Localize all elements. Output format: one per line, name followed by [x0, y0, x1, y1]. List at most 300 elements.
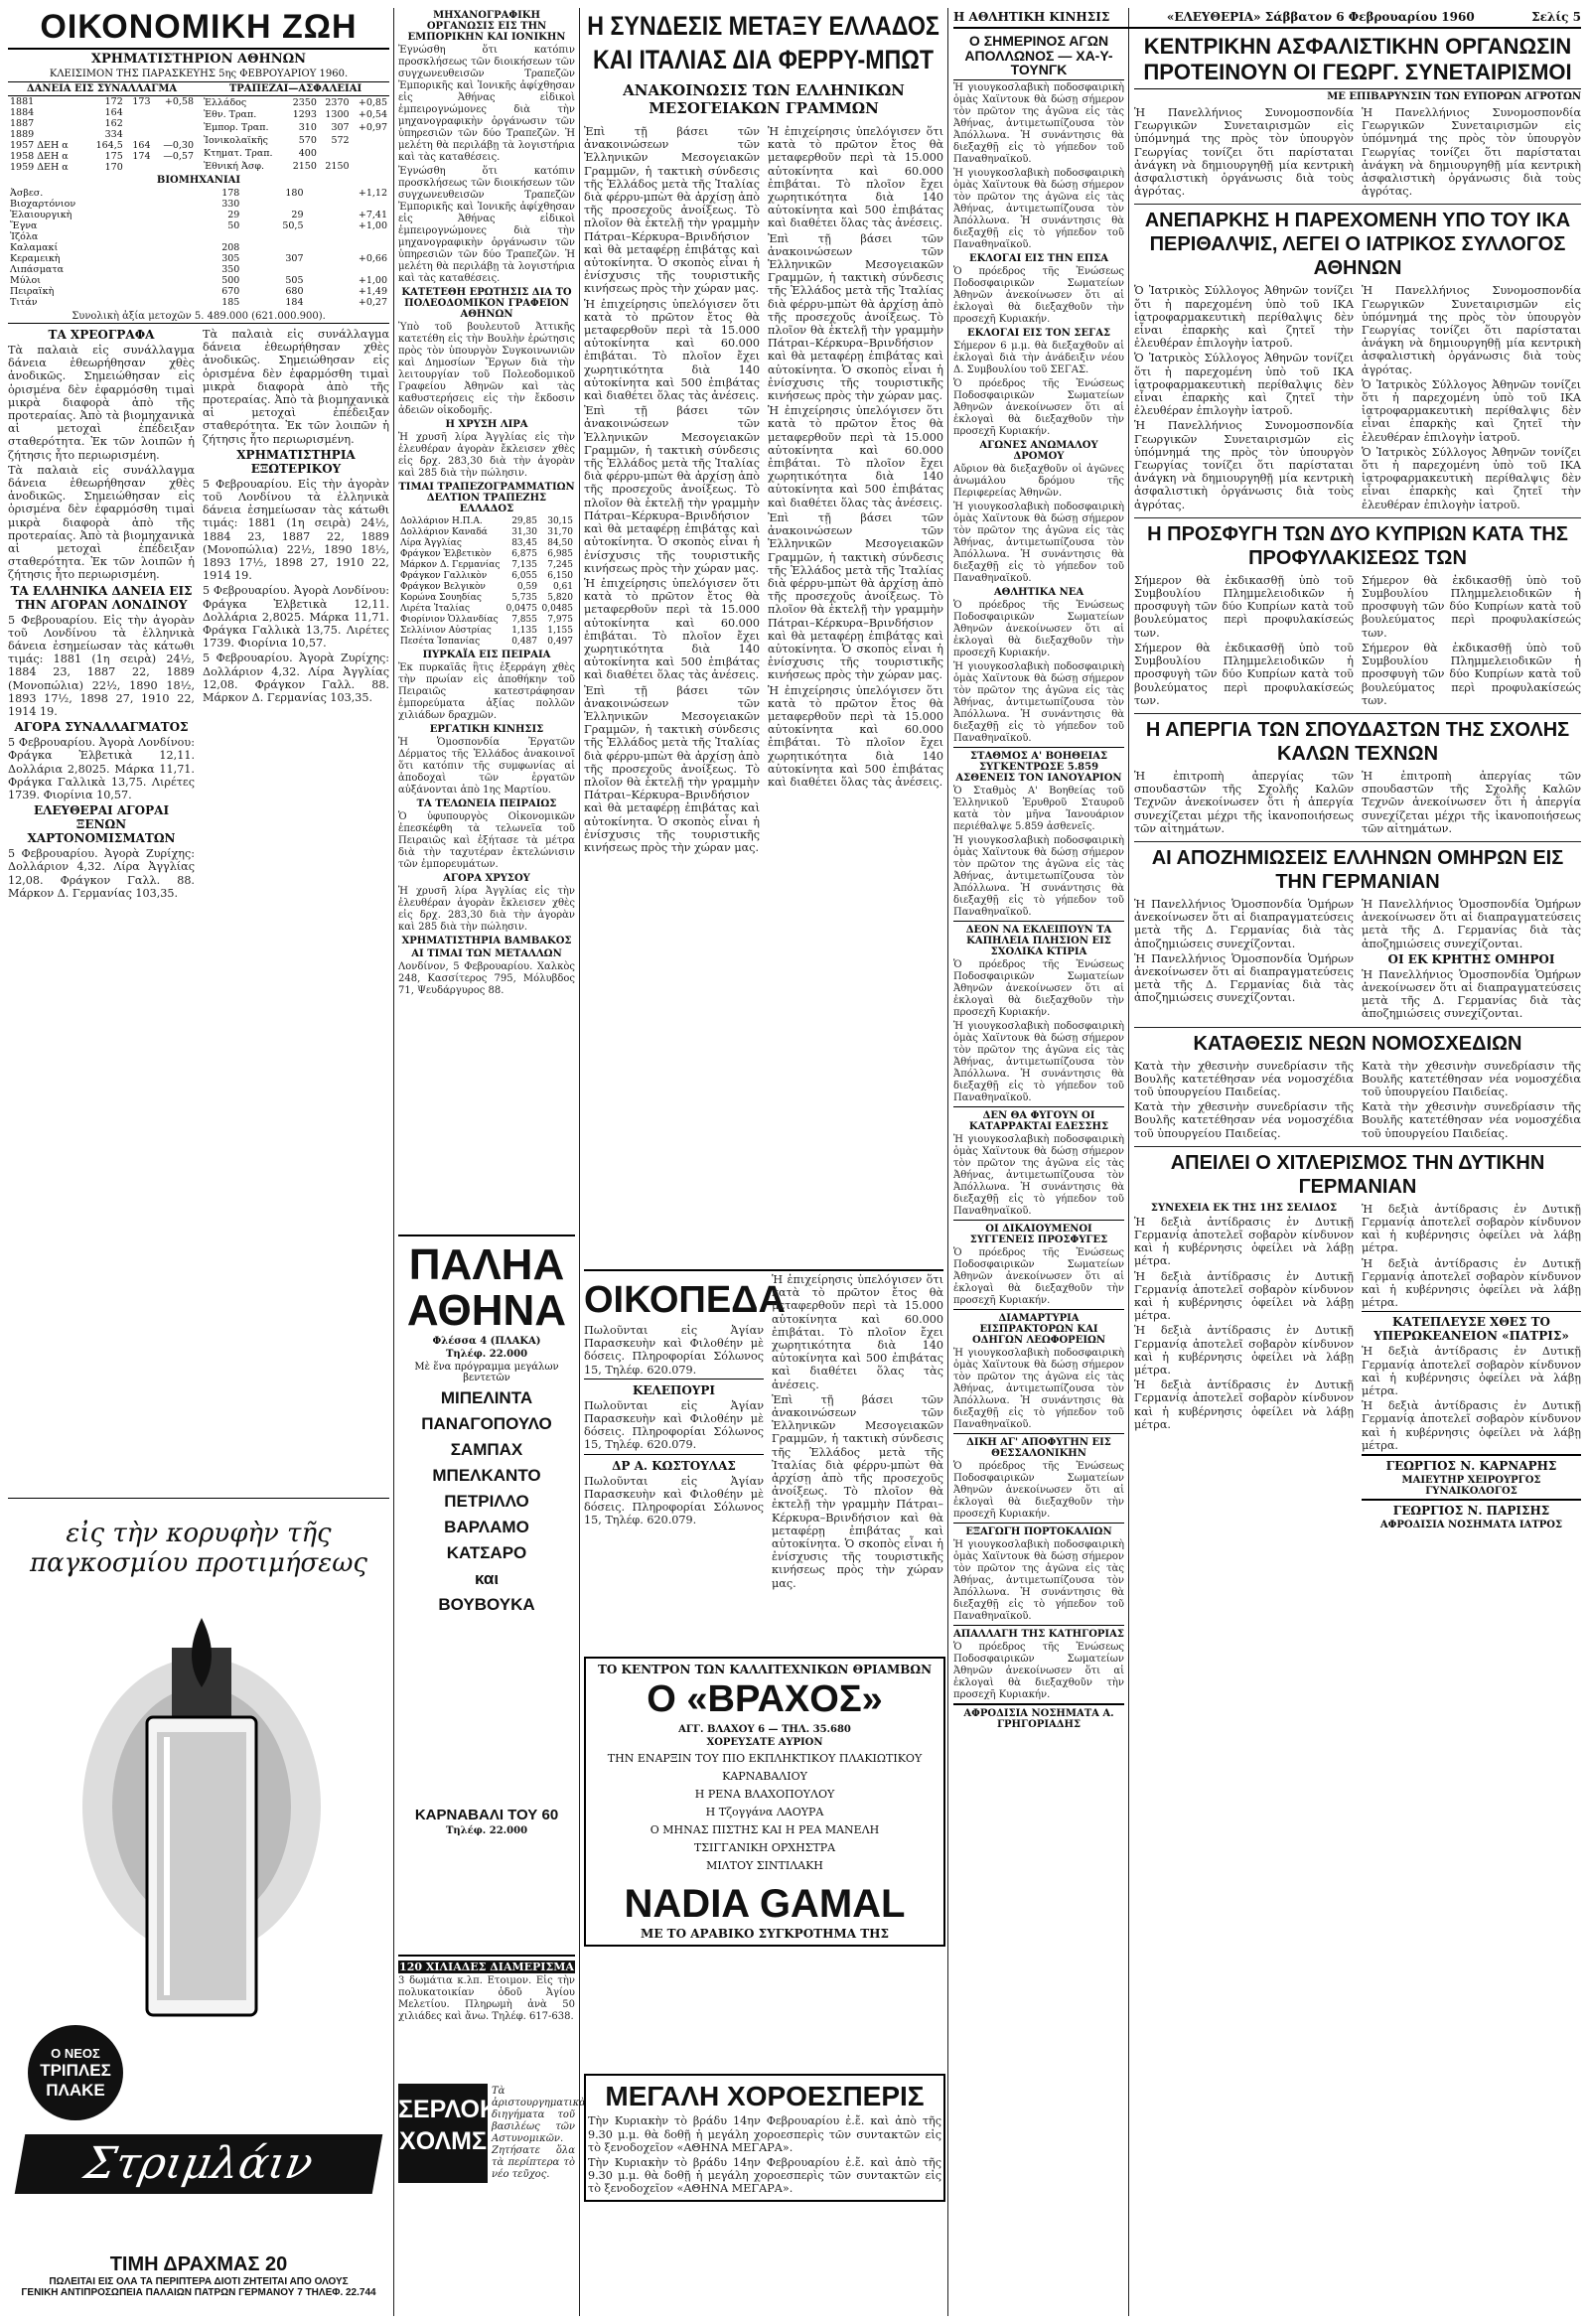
ad-slogan: εἰς τὴν κορυφὴν τῆς παγκοσμίου προτιμήσεως	[30, 1519, 367, 1578]
table-row	[398, 626, 575, 637]
brand-logo: Στριμλάιν	[15, 2134, 383, 2194]
table-cell: 1889	[10, 128, 35, 140]
list-item: Ο ΜΗΝΑΣ ΠΙΣΤΗΣ ΚΑΙ Η ΡΕΑ ΜΑΝΕΛΗ	[650, 1822, 880, 1836]
list-item: ΜΙΠΕΛΙΝΤΑ	[440, 1388, 533, 1407]
article-text: Ἐγνώσθη ὅτι κατόπιν προσκλήσεως τῶν διοικήσεων τῶν συγχωνευθεισῶν Τραπεζῶν Ἐμπορικῆς καὶ Ἰονικῆς ἀφίχθησαν εἰς Ἀθήνας εἰδικοὶ ἐμπειρογνώμονες διὰ τὴν μηχανογραφικὴν ὀργάνωσιν τῶν ὑπηρεσιῶν τῶν δύο Τραπεζῶν. Ἡ μελέτη θὰ περιλάβῃ τὰ λογιστήρια καὶ τὰς καταθέσεις.	[398, 166, 575, 284]
article-text: Ἡ ἐπιχείρησις ὑπελόγισεν ὅτι κατὰ τὸ πρῶτον ἔτος θὰ μεταφερθοῦν περὶ τὰ 15.000 αὐτοκίνητα καὶ 60.000 ἐπιβάται. Τὸ πλοῖον ἔχει χωρητικότητα διὰ 140 αὐτοκίνητα καὶ 500 ἐπιβάτας καὶ διαθέτει ὅλας τὰς ἀνέσεις.	[768, 125, 943, 230]
article-text: Ἡ γιουγκοσλαβικὴ ποδοσφαιρικὴ ὁμὰς Χαϊντουκ θὰ δώσῃ σήμερον τὸν πρῶτον της ἀγῶνα εἰς τὰς Ἀθήνας, ἀντιμετωπίζουσα τὸν Ἀπόλλωνα. Ἡ συνάντησις θὰ διεξαχθῇ εἰς τὸ γήπεδον τοῦ Παναθηναϊκοῦ.	[953, 168, 1124, 251]
table-cell: 0,59	[516, 582, 537, 592]
article-text: Ἡ ἐπιχείρησις ὑπελόγισεν ὅτι κατὰ τὸ πρῶτον ἔτος θὰ μεταφερθοῦν περὶ τὰ 15.000 αὐτοκίνητα καὶ 60.000 ἐπιβάται. Τὸ πλοῖον ἔχει χωρητικότητα διὰ 140 αὐτοκίνητα καὶ 500 ἐπιβάτας καὶ διαθέτει ὅλας τὰς ἀνέσεις.	[772, 1273, 943, 1391]
table-cell: +0,58	[164, 95, 194, 107]
table-cell	[153, 162, 196, 173]
table-cell: 6,150	[547, 571, 573, 581]
headline: ΑΝΕΠΑΡΚΗΣ Η ΠΑΡΕΧΟΜΕΝΗ ΥΠΟ ΤΟΥ ΙΚΑ ΠΕΡΙΘΑΛΨΙΣ, ΛΕΓΕΙ Ο ΙΑΤΡΙΚΟΣ ΣΥΛΛΟΓΟΣ ΑΘΗΝΩΝ	[1144, 210, 1571, 280]
price: ΤΙΜΗ ΔΡΑΧΜΑΣ 20	[109, 2253, 288, 2275]
article-text: Ἐπὶ τῇ βάσει τῶν ἀνακοινώσεων τῶν Ἑλληνικῶν Μεσογειακῶν Γραμμῶν, ἡ τακτικὴ σύνδεσις τῆς Ἑλλάδος μετὰ τῆς Ἰταλίας διὰ φέρρυ-μπὼτ θὰ ἀρχίσῃ ἀπὸ τῆς προσεχοῦς ἀνοίξεως. Τὸ πλοῖον θὰ ἐκτελῇ τὴν γραμμὴν Πάτραι–Κέρκυρα–Βρινδήσιον καὶ θὰ μεταφέρῃ ἐπιβάτας καὶ αὐτοκίνητα. Ὁ σκοπὸς εἶναι ἡ ἐνίσχυσις τῆς τουριστικῆς κινήσεως πρὸς τὴν χώραν μας.	[584, 125, 760, 296]
table-cell	[306, 264, 390, 275]
table-cell: Ἰζόλα	[10, 230, 39, 242]
table-cell: 0,497	[547, 637, 573, 647]
heading: ΣΤΑΘΜΟΣ Α' ΒΟΗΘΕΙΑΣ ΣΥΓΚΕΝΤΡΩΣΕ 5.859 ΑΣΘΕΝΕΙΣ ΤΟΝ ΙΑΝΟΥΑΡΙΟΝ	[953, 747, 1124, 784]
table-row	[8, 199, 389, 210]
table-cell: Λίρα Ἀγγλίας	[400, 538, 462, 548]
table-cell: Λιπάσματα	[10, 263, 64, 275]
column-rule	[947, 8, 948, 2316]
list-item: ΒΑΡΛΑΜΟ	[444, 1518, 529, 1536]
table-row	[398, 549, 575, 560]
article-text: Ἡ Πανελλήνιος Συνομοσπονδία Γεωργικῶν Συνεταιρισμῶν εἰς ὑπόμνημά της πρὸς τὸν ὑπουργὸν Γεωργίας τονίζει ὅτι παρίσταται ἀνάγκη νὰ δημιουργηθῇ μία κεντρικὴ ἀσφαλιστικὴ ὀργάνωσις διὰ τοὺς ἀγρότας.	[1134, 106, 1354, 199]
article-text: 5 Φεβρουαρίου. Ἀγορὰ Λονδίνου: Φράγκα Ἑλβετικὰ 12,11. Δολλάρια 2,8025. Μάρκα 11,71. Φράγκα Γαλλικὰ 13,75. Λιρέτες 1739. Φιορίνια 10,57.	[203, 584, 389, 651]
table-cell: Ἐθνική Ἀσφ.	[204, 160, 264, 172]
table-cell: 1887	[10, 117, 35, 129]
table-cell: +1,49	[358, 285, 387, 297]
heading: ΑΠΑΛΛΑΓΗ ΤΗΣ ΚΑΤΗΓΟΡΙΑΣ	[953, 1625, 1124, 1640]
industry-table	[8, 188, 389, 308]
column-rule	[393, 8, 394, 2316]
section-title: ΟΙΚΟΝΟΜΙΚΗ ΖΩΗ	[8, 10, 389, 50]
table-cell	[153, 129, 196, 140]
table-row	[202, 96, 389, 109]
article-text: Ἡ Πανελλήνιος Ὁμοσπονδία Ὁμήρων ἀνεκοίνωσεν ὅτι αἱ διαπραγματεύσεις μετὰ τῆς Δ. Γερμανίας διὰ τὰς ἀποζημιώσεις συνεχίζονται.	[1362, 897, 1581, 950]
table-cell: Καλαμακί	[10, 241, 59, 253]
list-item: και	[474, 1569, 500, 1588]
table-cell: 0,61	[552, 582, 573, 592]
ad-sub: ΜΕ ΤΟ ΑΡΑΒΙΚΟ ΣΥΓΚΡΟΤΗΜΑ ΤΗΣ	[641, 1926, 889, 1941]
table-cell: 6,985	[547, 549, 573, 559]
table-row	[8, 96, 196, 107]
table-cell: Λιρέτα Ἰταλίας	[400, 604, 470, 614]
table-cell: Δολλάριον Καναδά	[400, 527, 488, 537]
headline: ΑΠΕΙΛΕΙ Ο ΧΙΤΛΕΡΙΣΜΟΣ ΤΗΝ ΔΥΤΙΚΗΝ ΓΕΡΜΑΝΙΑΝ	[1170, 1151, 1545, 1198]
ad-title: ΣΕΡΛΟΚ ΧΟΛΜΣ	[398, 2084, 488, 2183]
table-row	[202, 134, 389, 147]
table-cell: 29	[291, 209, 304, 220]
table-row	[8, 253, 389, 264]
article-text: Ἡ γιουγκοσλαβικὴ ποδοσφαιρικὴ ὁμὰς Χαϊντουκ θὰ δώσῃ σήμερον τὸν πρῶτον της ἀγῶνα εἰς τὰς Ἀθήνας, ἀντιμετωπίζουσα τὸν Ἀπόλλωνα. Ἡ συνάντησις θὰ διεξαχθῇ εἰς τὸ γήπεδον τοῦ Παναθηναϊκοῦ.	[953, 1021, 1124, 1104]
table-header-banks: ΤΡΑΠΕΖΑΙ—ΑΣΦΑΛΕΙΑΙ	[228, 82, 362, 94]
article-text: Ἡ δεξιὰ ἀντίδρασις ἐν Δυτικῇ Γερμανίᾳ ἀποτελεῖ σοβαρὸν κίνδυνον καὶ ἡ κυβέρνησις ὀφείλει νὰ λάβῃ μέτρα.	[1362, 1256, 1581, 1310]
heading: ΑΓΟΡΑ ΧΡΥΣΟΥ	[443, 873, 530, 884]
article-text: Ἡ Πανελλήνιος Ὁμοσπονδία Ὁμήρων ἀνεκοίνωσεν ὅτι αἱ διαπραγματεύσεις μετὰ τῆς Δ. Γερμανίας διὰ τὰς ἀποζημιώσεις συνεχίζονται.	[1134, 951, 1354, 1005]
heading: ΚΑΤΕΠΛΕΥΣΕ ΧΘΕΣ ΤΟ ΥΠΕΡΩΚΕΑΝΕΙΟΝ «ΠΑΤΡΙΣ»	[1362, 1311, 1581, 1343]
article-text: Αὔριον θὰ διεξαχθοῦν οἱ ἀγῶνες ἀνωμάλου δρόμου τῆς Περιφερείας Ἀθηνῶν.	[953, 464, 1124, 500]
table-cell: 50,5	[282, 219, 304, 231]
heading: ΔΕΝ ΘΑ ΦΥΓΟΥΝ ΟΙ ΚΑΤΑΡΡΑΚΤΑΙ ΕΔΕΣΣΗΣ	[953, 1106, 1124, 1132]
loans-table	[8, 96, 196, 173]
table-cell: 83,45	[511, 538, 537, 548]
table-cell: +0,54	[358, 109, 387, 121]
table-cell: 1,155	[547, 626, 573, 636]
table-cell: Ἐλαιουργικὴ	[10, 209, 72, 220]
article-text: Κατὰ τὴν χθεσινὴν συνεδρίασιν τῆς Βουλῆς κατετέθησαν νέα νομοσχέδια τοῦ ὑπουργείου Παιδείας.	[1134, 1100, 1354, 1140]
table-cell: 208	[221, 241, 240, 253]
table-cell: Τιτάν	[10, 296, 38, 308]
table-row	[8, 220, 389, 231]
table-row	[398, 516, 575, 527]
ad-intro: ΤΟ ΚΕΝΤΡΟΝ ΤΩΝ ΚΑΛΛΙΤΕΧΝΙΚΩΝ ΘΡΙΑΜΒΩΝ	[597, 1663, 933, 1676]
table-cell: 572	[331, 135, 350, 147]
table-cell: 178	[221, 187, 240, 199]
table-cell: Κεραμεικὴ	[10, 252, 61, 264]
table-row	[8, 107, 196, 118]
table-cell: 1293	[292, 109, 317, 121]
plots-ad-body: Πωλοῦνται εἰς Ἀγίαν Παρασκευὴν καὶ Φιλοθέην μὲ δόσεις. Πληροφορίαι Σόλωνος 15, Τηλέφ. 620.079.	[584, 1324, 764, 1377]
article-text: Ἐπὶ τῇ βάσει τῶν ἀνακοινώσεων τῶν Ἑλληνικῶν Μεσογειακῶν Γραμμῶν, ἡ τακτικὴ σύνδεσις τῆς Ἑλλάδος μετὰ τῆς Ἰταλίας διὰ φέρρυ-μπὼτ θὰ ἀρχίσῃ ἀπὸ τῆς προσεχοῦς ἀνοίξεως. Τὸ πλοῖον θὰ ἐκτελῇ τὴν γραμμὴν Πάτραι–Κέρκυρα–Βρινδήσιον καὶ θὰ μεταφέρῃ ἐπιβάτας καὶ αὐτοκίνητα. Ὁ σκοπὸς εἶναι ἡ ἐνίσχυσις τῆς τουριστικῆς κινήσεως πρὸς τὴν χώραν μας.	[584, 404, 760, 575]
table-cell: Φράγκον Ἑλβετικὸν	[400, 549, 492, 559]
article-text: Ὁ πρόεδρος τῆς Ἐνώσεως Ποδοσφαιρικῶν Σωματείων Ἀθηνῶν ἀνεκοίνωσεν ὅτι αἱ ἐκλογαὶ θὰ διεξαχθοῦν τὴν προσεχῆ Κυριακήν.	[953, 600, 1124, 659]
table-cell: 680	[285, 285, 304, 297]
ad-title: ΜΕΓΑΛΗ ΧΟΡΟΕΣΠΕΡΙΣ	[605, 2081, 925, 2111]
artist-list	[398, 1385, 575, 1618]
table-row	[398, 582, 575, 593]
list-item: Η Τζογγάνα ΛΑΟΥΡΑ	[705, 1805, 824, 1818]
table-cell	[125, 129, 153, 140]
table-cell: 29	[227, 209, 240, 220]
table-cell: Βιοχαρτόνιον	[10, 198, 76, 210]
table-header-loans: ΔΑΝΕΙΑ ΕΙΣ ΣΥΝΑΛΛΑΓΜΑ	[26, 82, 178, 94]
table-cell	[186, 231, 241, 242]
table-cell: 175	[104, 150, 123, 162]
table-cell	[306, 231, 390, 242]
table-cell: 1,135	[511, 626, 537, 636]
ad-title: ΔΡ Α. ΚΩΣΤΟΥΛΑΣ	[584, 1454, 764, 1473]
heading: ΧΡΗΜΑΤΙΣΤΗΡΙΑ ΒΑΜΒΑΚΟΣ	[401, 936, 572, 946]
heading: ΕΚΛΟΓΑΙ ΕΙΣ ΤΗΝ ΕΠΣΑ	[968, 253, 1109, 265]
article-text: Ἡ ἐπιτροπὴ ἀπεργίας τῶν σπουδαστῶν τῆς Σχολῆς Καλῶν Τεχνῶν ἀνεκοίνωσεν ὅτι ἡ ἀπεργία συνεχίζεται μέχρι τῆς ἱκανοποιήσεως τῶν αἰτημάτων.	[1134, 769, 1354, 835]
article-text: Σήμερον θὰ ἐκδικασθῇ ὑπὸ τοῦ Συμβουλίου Πλημμελειοδικῶν ἡ προσφυγὴ τῶν δύο Κυπρίων κατὰ τοῦ βουλεύματος περὶ προφυλακίσεώς των.	[1134, 641, 1354, 707]
article-text: Ἡ ἐπιχείρησις ὑπελόγισεν ὅτι κατὰ τὸ πρῶτον ἔτος θὰ μεταφερθοῦν περὶ τὰ 15.000 αὐτοκίνητα καὶ 60.000 ἐπιβάται. Τὸ πλοῖον ἔχει χωρητικότητα διὰ 140 αὐτοκίνητα καὶ 500 ἐπιβάτας καὶ διαθέτει ὅλας τὰς ἀνέσεις.	[584, 576, 760, 682]
table-cell: Φράγκον Γαλλικὸν	[400, 571, 488, 581]
lighter-ad	[8, 1498, 389, 2313]
ad-title: ΠΑΛΗΑ	[408, 1240, 565, 1289]
heading: ΚΑΤΕΤΕΘΗ ΕΡΩΤΗΣΙΣ ΔΙΑ ΤΟ ΠΟΛΕΟΔΟΜΙΚΟΝ ΓΡΑΦΕΙΟΝ ΑΘΗΝΩΝ	[401, 287, 572, 320]
article-text: Ἐπὶ τῇ βάσει τῶν ἀνακοινώσεων τῶν Ἑλληνικῶν Μεσογειακῶν Γραμμῶν, ἡ τακτικὴ σύνδεσις τῆς Ἑλλάδος μετὰ τῆς Ἰταλίας διὰ φέρρυ-μπὼτ θὰ ἀρχίσῃ ἀπὸ τῆς προσεχοῦς ἀνοίξεως. Τὸ πλοῖον θὰ ἐκτελῇ τὴν γραμμὴν Πάτραι–Κέρκυρα–Βρινδήσιον καὶ θὰ μεταφέρῃ ἐπιβάτας καὶ αὐτοκίνητα. Ὁ σκοπὸς εἶναι ἡ ἐνίσχυσις τῆς τουριστικῆς κινήσεως πρὸς τὴν χώραν μας.	[768, 510, 943, 682]
nadia-gamal: NADIA GAMAL	[624, 1881, 906, 1926]
newspaper-page	[8, 8, 1581, 2316]
table-row	[8, 210, 389, 220]
table-cell: Πεσέτα Ἰσπανίας	[400, 637, 481, 647]
table-cell: Ἀσβεσ.	[10, 187, 44, 199]
heading: ΜΗΧΑΝΟΓΡΑΦΙΚΗ ΟΡΓΑΝΩΣΙΣ ΕΙΣ ΤΗΝ ΕΜΠΟΡΙΚΗΝ ΚΑΙ ΙΟΝΙΚΗΝ	[407, 10, 566, 43]
table-row	[202, 160, 389, 173]
column-five	[1134, 32, 1581, 2316]
table-cell: 330	[221, 198, 240, 210]
table-cell: —0,57	[163, 150, 194, 162]
table-cell: Ἑλλάδος	[204, 96, 247, 108]
apartment-ad	[398, 1955, 575, 2025]
ad-title: ΚΕΛΕΠΟΥΡΙ	[584, 1379, 764, 1397]
industry-header: ΒΙΟΜΗΧΑΝΙΑΙ	[156, 174, 241, 186]
table-row	[8, 275, 389, 286]
table-cell: 1881	[10, 95, 35, 107]
list-item: ΠΕΤΡΙΛΛΟ	[444, 1492, 529, 1511]
article-text: Ἡ Πανελλήνιος Ὁμοσπονδία Ὁμήρων ἀνεκοίνωσεν ὅτι αἱ διαπραγματεύσεις μετὰ τῆς Δ. Γερμανίας διὰ τὰς ἀποζημιώσεις συνεχίζονται.	[1134, 897, 1354, 950]
article-text: Ἡ Πανελλήνιος Συνομοσπονδία Γεωργικῶν Συνεταιρισμῶν εἰς ὑπόμνημά της πρὸς τὸν ὑπουργὸν Γεωργίας τονίζει ὅτι παρίσταται ἀνάγκη νὰ δημιουργηθῇ μία κεντρικὴ ἀσφαλιστικὴ ὀργάνωσις διὰ τοὺς ἀγρότας.	[1134, 419, 1354, 511]
masthead-page: Σελίς 5	[1531, 10, 1581, 24]
article-text: Ἡ γιουγκοσλαβικὴ ποδοσφαιρικὴ ὁμὰς Χαϊντουκ θὰ δώσῃ σήμερον τὸν πρῶτον της ἀγῶνα εἰς τὰς Ἀθήνας, ἀντιμετωπίζουσα τὸν Ἀπόλλωνα. Ἡ συνάντησις θὰ διεξαχθῇ εἰς τὸ γήπεδον τοῦ Παναθηναϊκοῦ.	[953, 1348, 1124, 1431]
table-cell: 310	[298, 122, 317, 134]
column-four	[953, 32, 1124, 2316]
ad-footer: ΚΑΡΝΑΒΑΛΙ ΤΟΥ 60	[414, 1807, 559, 1823]
article-text: Τὰ παλαιὰ εἰς συνάλλαγμα δάνεια ἐθεωρήθησαν χθὲς ἀνοδικῶς. Σημειώθησαν εἰς ὁρισμένα δὲν ἐφαρμόσθη τιμαὶ μικρὰ διαφορὰ ἀπὸ τῆς προτεραίας. Ἀπὸ τὰ βιομηχανικὰ αἱ μετοχαὶ ἐπέδειξαν σταθερότητα. Ἐκ τῶν λοιπῶν ἡ ζήτησις ἦτο περιωρισμένη.	[8, 343, 195, 462]
table-cell: 164,5	[95, 139, 123, 151]
article-text: Ὁ Σταθμὸς Α' Βοηθείας τοῦ Ἑλληνικοῦ Ἐρυθροῦ Σταυροῦ κατὰ τὸν μῆνα Ἰανουάριον περιέθαλψε 5.859 ἀσθενεῖς.	[953, 786, 1124, 833]
article-text: Κατὰ τὴν χθεσινὴν συνεδρίασιν τῆς Βουλῆς κατετέθησαν νέα νομοσχέδια τοῦ ὑπουργείου Παιδείας.	[1362, 1059, 1581, 1098]
table-row	[8, 231, 389, 242]
heading: ΑΙ ΤΙΜΑΙ ΤΩΝ ΜΕΤΑΛΛΩΝ	[411, 948, 562, 959]
table-cell: 174	[132, 150, 151, 162]
heading: ΔΙΑΜΑΡΤΥΡΙΑ ΕΙΣΠΡΑΚΤΟΡΩΝ ΚΑΙ ΟΔΗΓΩΝ ΛΕΩΦΟΡΕΙΩΝ	[953, 1309, 1124, 1346]
table-cell: 0,0485	[541, 604, 573, 614]
headline: Η ΣΥΝΔΕΣΙΣ ΜΕΤΑΞΥ ΕΛΛΑΔΟΣ	[587, 11, 939, 41]
masthead	[953, 8, 1581, 29]
list-item: ΜΙΛΤΟΥ ΣΙΝΤΙΛΑΚΗ	[706, 1858, 823, 1872]
table-row	[8, 264, 389, 275]
ad-line: ΓΕΝΙΚΗ ΑΝΤΙΠΡΟΣΩΠΕΙΑ ΠΑΛΑΙΩΝ ΠΑΤΡΩΝ ΓΕΡΜΑΝΟΥ 7 ΤΗΛΕΦ. 22.744	[21, 2287, 376, 2298]
table-cell: Ἔγνα	[10, 219, 38, 231]
table-cell: 2370	[325, 96, 350, 108]
article-text: Ἡ δεξιὰ ἀντίδρασις ἐν Δυτικῇ Γερμανίᾳ ἀποτελεῖ σοβαρὸν κίνδυνον καὶ ἡ κυβέρνησις ὀφείλει νὰ λάβῃ μέτρα.	[1134, 1215, 1354, 1268]
heading: ΕΞΑΓΩΓΗ ΠΟΡΤΟΚΑΛΙΩΝ	[953, 1523, 1124, 1537]
masthead-paper: «ΕΛΕΥΘΕΡΙΑ» Σάββατον 6 Φεβρουαρίου 1960	[1166, 10, 1475, 24]
table-cell: 84,50	[547, 538, 573, 548]
table-row	[8, 162, 196, 173]
article-text: Ἡ δεξιὰ ἀντίδρασις ἐν Δυτικῇ Γερμανίᾳ ἀποτελεῖ σοβαρὸν κίνδυνον καὶ ἡ κυβέρνησις ὀφείλει νὰ λάβῃ μέτρα.	[1134, 1379, 1354, 1431]
table-cell: 570	[298, 135, 317, 147]
table-cell	[352, 134, 389, 147]
masthead-section: Η ΑΘΛΗΤΙΚΗ ΚΙΝΗΣΙΣ	[953, 10, 1110, 24]
table-cell: 2150	[292, 160, 317, 172]
headline: ΚΕΝΤΡΙΚΗΝ ΑΣΦΑΛΙΣΤΙΚΗΝ ΟΡΓΑΝΩΣΙΝ ΠΡΟΤΕΙΝΟΥΝ ΟΙ ΓΕΩΡΓ. ΣΥΝΕΤΑΙΡΙΣΜΟΙ	[1134, 34, 1581, 89]
table-cell: 670	[221, 285, 240, 297]
fx-table	[398, 516, 575, 648]
article-text: Κατὰ τὴν χθεσινὴν συνεδρίασιν τῆς Βουλῆς κατετέθησαν νέα νομοσχέδια τοῦ ὑπουργείου Παιδείας.	[1134, 1059, 1354, 1098]
ad-title: 120 ΧΙΛΙΑΔΕΣ ΔΙΑΜΕΡΙΣΜΑ	[399, 1961, 574, 1973]
table-cell	[306, 242, 390, 253]
table-cell: Φιορίνιον Ὁλλανδίας	[400, 615, 499, 625]
heading: ΤΑ ΧΡΕΟΓΡΑΦΑ	[48, 327, 155, 342]
table-row	[398, 571, 575, 582]
table-cell: 31,70	[547, 527, 573, 537]
heading: Η ΧΡΥΣΗ ΛΙΡΑ	[445, 419, 528, 430]
table-cell: +7,41	[358, 209, 387, 220]
article-text: Ὁ πρόεδρος τῆς Ἐνώσεως Ποδοσφαιρικῶν Σωματείων Ἀθηνῶν ἀνεκοίνωσεν ὅτι αἱ ἐκλογαὶ θὰ διεξαχθοῦν τὴν προσεχῆ Κυριακήν.	[953, 1247, 1124, 1307]
article-text: Ὁ πρόεδρος τῆς Ἐνώσεως Ποδοσφαιρικῶν Σωματείων Ἀθηνῶν ἀνεκοίνωσεν ὅτι αἱ ἐκλογαὶ θὰ διεξαχθοῦν τὴν προσεχῆ Κυριακήν.	[953, 959, 1124, 1019]
table-row	[8, 129, 196, 140]
article-text: 5 Φεβρουαρίου. Εἰς τὴν ἀγορὰν τοῦ Λονδίνου τὰ ἑλληνικὰ δάνεια ἐσημείωσαν τὰς κάτωθι τιμάς: 1881 (1η σειρὰ) 24½, 1884 23, 1887 22, 1889 (Μονοπώλια) 22½, 1890 18½, 1893 17½, 1898 27, 1910 22, 1914 19.	[8, 613, 195, 718]
list-item: ΒΟΥΒΟΥΚΑ	[438, 1595, 535, 1614]
article-text: Ἐπὶ τῇ βάσει τῶν ἀνακοινώσεων τῶν Ἑλληνικῶν Μεσογειακῶν Γραμμῶν, ἡ τακτικὴ σύνδεσις τῆς Ἑλλάδος μετὰ τῆς Ἰταλίας διὰ φέρρυ-μπὼτ θὰ ἀρχίσῃ ἀπὸ τῆς προσεχοῦς ἀνοίξεως. Τὸ πλοῖον θὰ ἐκτελῇ τὴν γραμμὴν Πάτραι–Κέρκυρα–Βρινδήσιον καὶ θὰ μεταφέρῃ ἐπιβάτας καὶ αὐτοκίνητα. Ὁ σκοπὸς εἶναι ἡ ἐνίσχυσις τῆς τουριστικῆς κινήσεως πρὸς τὴν χώραν μας.	[584, 683, 760, 854]
table-cell: 334	[104, 128, 123, 140]
table-row	[398, 593, 575, 604]
table-row	[8, 118, 196, 129]
heading: ΧΡΗΜΑΤΙΣΤΗΡΙΑ ΕΞΩΤΕΡΙΚΟΥ	[236, 447, 356, 476]
table-row	[8, 286, 389, 297]
table-row	[398, 637, 575, 648]
table-cell: 172	[104, 95, 123, 107]
table-cell: Ἐμπορ. Τραπ.	[204, 122, 269, 134]
table-row	[398, 560, 575, 571]
article-text: Ἡ Πανελλήνιος Ὁμοσπονδία Ὁμήρων ἀνεκοίνωσεν ὅτι αἱ διαπραγματεύσεις μετὰ τῆς Δ. Γερμανίας διὰ τὰς ἀποζημιώσεις συνεχίζονται.	[1362, 967, 1581, 1021]
table-cell: 184	[285, 296, 304, 308]
palia-athina-ad	[398, 1235, 575, 1838]
table-row	[8, 297, 389, 308]
table-cell	[319, 147, 352, 160]
dance-ad	[584, 2074, 945, 2202]
table-cell: —0,30	[163, 139, 194, 151]
subtitle: ΧΡΗΜΑΤΙΣΤΗΡΙΟΝ ΑΘΗΝΩΝ	[90, 51, 307, 67]
ad-body: 3 δωμάτια κ.λπ. Ετοιμον. Εἰς τὴν πολυκατοικίαν ὁδοῦ Ἀγίου Μελετίου. Πληρωμὴ ἀνὰ 50 χιλιάδες καὶ ἄνω. Τηλέφ. 617-638.	[398, 1975, 575, 2022]
article-text: Τὰ παλαιὰ εἰς συνάλλαγμα δάνεια ἐθεωρήθησαν χθὲς ἀνοδικῶς. Σημειώθησαν εἰς ὁρισμένα δὲν ἐφαρμόσθη τιμαὶ μικρὰ διαφορὰ ἀπὸ τῆς προτεραίας. Ἀπὸ τὰ βιομηχανικὰ αἱ μετοχαὶ ἐπέδειξαν σταθερότητα. Ἐκ τῶν λοιπῶν ἡ ζήτησις ἦτο περιωρισμένη.	[8, 463, 195, 582]
ad-address: ΑΓΓ. ΒΛΑΧΟΥ 6 — ΤΗΛ. 35.680	[678, 1723, 851, 1735]
article-text: Ἡ γιουγκοσλαβικὴ ποδοσφαιρικὴ ὁμὰς Χαϊντουκ θὰ δώσῃ σήμερον τὸν πρῶτον της ἀγῶνα εἰς τὰς Ἀθήνας, ἀντιμετωπίζουσα τὸν Ἀπόλλωνα. Ἡ συνάντησις θὰ διεξαχθῇ εἰς τὸ γήπεδον τοῦ Παναθηναϊκοῦ.	[953, 835, 1124, 919]
article-text: Ἡ γιουγκοσλαβικὴ ποδοσφαιρικὴ ὁμὰς Χαϊντουκ θὰ δώσῃ σήμερον τὸν πρῶτον της ἀγῶνα εἰς τὰς Ἀθήνας, ἀντιμετωπίζουσα τὸν Ἀπόλλωνα. Ἡ συνάντησις θὰ διεξαχθῇ εἰς τὸ γήπεδον τοῦ Παναθηναϊκοῦ.	[953, 1539, 1124, 1623]
column-rule	[1128, 8, 1129, 2316]
article-text: Ἡ ἐπιχείρησις ὑπελόγισεν ὅτι κατὰ τὸ πρῶτον ἔτος θὰ μεταφερθοῦν περὶ τὰ 15.000 αὐτοκίνητα καὶ 60.000 ἐπιβάται. Τὸ πλοῖον ἔχει χωρητικότητα διὰ 140 αὐτοκίνητα καὶ 500 ἐπιβάτας καὶ διαθέτει ὅλας τὰς ἀνέσεις.	[584, 297, 760, 403]
new-badge: Ο ΝΕΟΣ ΤΡΙΠΛΕΣ ΠΛΑΚΕ	[28, 2025, 123, 2120]
table-cell: 1957 ΔΕΗ α	[10, 139, 69, 151]
table-cell: 0,0475	[506, 604, 537, 614]
article-text: Κατὰ τὴν χθεσινὴν συνεδρίασιν τῆς Βουλῆς κατετέθησαν νέα νομοσχέδια τοῦ ὑπουργείου Παιδείας.	[1362, 1100, 1581, 1140]
article-text: Ἡ γιουγκοσλαβικὴ ποδοσφαιρικὴ ὁμὰς Χαϊντουκ θὰ δώσῃ σήμερον τὸν πρῶτον της ἀγῶνα εἰς τὰς Ἀθήνας, ἀντιμετωπίζουσα τὸν Ἀπόλλωνα. Ἡ συνάντησις θὰ διεξαχθῇ εἰς τὸ γήπεδον τοῦ Παναθηναϊκοῦ.	[953, 661, 1124, 745]
article-text: Ὁ Ἰατρικὸς Σύλλογος Ἀθηνῶν τονίζει ὅτι ἡ παρεχομένη ὑπὸ τοῦ ΙΚΑ ἰατροφαρμακευτικὴ περίθαλψις δὲν εἶναι ἐπαρκὴς καὶ ζητεῖ τὴν ἐλευθέραν ἐπιλογὴν ἰατροῦ.	[1362, 377, 1581, 444]
dateline: ΚΛΕΙΣΙΜΟΝ ΤΗΣ ΠΑΡΑΣΚΕΥΗΣ 5ης ΦΕΒΡΟΥΑΡΙΟΥ 1960.	[49, 68, 349, 79]
heading: ΕΚΛΟΓΑΙ ΕΙΣ ΤΟΝ ΣΕΓΑΣ	[966, 328, 1111, 340]
table-cell: 7,245	[547, 560, 573, 570]
headline: ΚΑΤΑΘΕΣΙΣ ΝΕΩΝ ΝΟΜΟΣΧΕΔΙΩΝ	[1193, 1032, 1522, 1055]
table-cell	[352, 160, 389, 173]
table-cell: 1300	[325, 109, 350, 121]
ad-title: Ο «ΒΡΑΧΟΣ»	[647, 1678, 883, 1720]
table-cell	[125, 118, 153, 129]
article-text: Ὁ πρόεδρος τῆς Ἐνώσεως Ποδοσφαιρικῶν Σωματείων Ἀθηνῶν ἀνεκοίνωσεν ὅτι αἱ ἐκλογαὶ θὰ διεξαχθοῦν τὴν προσεχῆ Κυριακήν.	[953, 378, 1124, 438]
ad-title: ΓΕΩΡΓΙΟΣ Ν. ΠΑΡΙΣΗΣ	[1362, 1499, 1581, 1518]
list-item: Η ΡΕΝΑ ΒΛΑΧΟΠΟΥΛΟΥ	[694, 1787, 835, 1801]
table-cell	[352, 147, 389, 160]
table-cell	[241, 231, 305, 242]
article-text: Ἐκ πυρκαϊᾶς ἣτις ἐξερράγη χθὲς τὴν πρωίαν εἰς ἀποθήκην τοῦ Πειραιῶς κατεστράφησαν ἐμπορεύματα ἀξίας πολλῶν χιλιάδων δραχμῶν.	[398, 662, 575, 721]
table-row	[398, 527, 575, 538]
ad-body: Πωλοῦνται εἰς Ἀγίαν Παρασκευὴν καὶ Φιλοθέην μὲ δόσεις. Πληροφορίαι Σόλωνος 15, Τηλέφ. 620.079.	[584, 1474, 764, 1527]
table-cell: Κορώνα Σουηδίας	[400, 593, 482, 603]
table-cell: 50	[227, 219, 240, 231]
table-row	[398, 615, 575, 626]
heading: ΠΥΡΚΑΪΑ ΕΙΣ ΠΕΙΡΑΙΑ	[422, 650, 551, 660]
table-cell: 305	[221, 252, 240, 264]
table-cell: Μύλοι	[10, 274, 41, 286]
table-cell	[153, 118, 196, 129]
plots-ad-title: ΟΙΚΟΠΕΔΑ	[584, 1279, 786, 1321]
table-cell: 2350	[292, 96, 317, 108]
table-row	[8, 140, 196, 151]
list-item: ΤΗΝ ΕΝΑΡΞΙΝ ΤΟΥ ΠΙΟ ΕΚΠΛΗΚΤΙΚΟΥ ΠΛΑΚΙΩΤΙΚΟΥ ΚΑΡΝΑΒΑΛΙΟΥ	[607, 1751, 923, 1783]
article-text: Ὁ πρόεδρος τῆς Ἐνώσεως Ποδοσφαιρικῶν Σωματείων Ἀθηνῶν ἀνεκοίνωσεν ὅτι αἱ ἐκλογαὶ θὰ διεξαχθοῦν τὴν προσεχῆ Κυριακήν.	[953, 1642, 1124, 1701]
table-cell	[125, 107, 153, 118]
article-text: Ἡ γιουγκοσλαβικὴ ποδοσφαιρικὴ ὁμὰς Χαϊντουκ θὰ δώσῃ σήμερον τὸν πρῶτον της ἀγῶνα εἰς τὰς Ἀθήνας, ἀντιμετωπίζουσα τὸν Ἀπόλλωνα. Ἡ συνάντησις θὰ διεξαχθῇ εἰς τὸ γήπεδον τοῦ Παναθηναϊκοῦ.	[953, 1134, 1124, 1218]
ad-body: Τὰ ἀριστουργηματικὰ διηγήματα τοῦ βασιλέως τῶν Αστυνομικῶν. Ζητήσατε ὅλα τὰ περίπτερα τὸ νέο τεῦχος.	[492, 2086, 586, 2180]
article-text: Ἡ δεξιὰ ἀντίδρασις ἐν Δυτικῇ Γερμανίᾳ ἀποτελεῖ σοβαρὸν κίνδυνον καὶ ἡ κυβέρνησις ὀφείλει νὰ λάβῃ μέτρα.	[1362, 1345, 1581, 1397]
article-text: Σήμερον θὰ ἐκδικασθῇ ὑπὸ τοῦ Συμβουλίου Πλημμελειοδικῶν ἡ προσφυγὴ τῶν δύο Κυπρίων κατὰ τοῦ βουλεύματος περὶ προφυλακίσεώς των.	[1134, 573, 1354, 640]
table-cell: 1958 ΔΕΗ α	[10, 150, 69, 162]
ad-phone: Τηλέφ. 22.000	[445, 1349, 528, 1360]
article-text: Ἐπὶ τῇ βάσει τῶν ἀνακοινώσεων τῶν Ἑλληνικῶν Μεσογειακῶν Γραμμῶν, ἡ τακτικὴ σύνδεσις τῆς Ἑλλάδος μετὰ τῆς Ἰταλίας διὰ φέρρυ-μπὼτ θὰ ἀρχίσῃ ἀπὸ τῆς προσεχοῦς ἀνοίξεως. Τὸ πλοῖον θὰ ἐκτελῇ τὴν γραμμὴν Πάτραι–Κέρκυρα–Βρινδήσιον καὶ θὰ μεταφέρῃ ἐπιβάτας καὶ αὐτοκίνητα. Ὁ σκοπὸς εἶναι ἡ ἐνίσχυσις τῆς τουριστικῆς κινήσεως πρὸς τὴν χώραν μας.	[768, 231, 943, 403]
table-cell: +1,12	[358, 187, 387, 199]
ad-sub: ΑΦΡΟΔΙΣΙΑ ΝΟΣΗΜΑΤΑ ΙΑΤΡΟΣ	[1379, 1520, 1563, 1531]
program-list	[588, 1750, 941, 1875]
article-text: Ἡ Πανελλήνιος Συνομοσπονδία Γεωργικῶν Συνεταιρισμῶν εἰς ὑπόμνημά της πρὸς τὸν ὑπουργὸν Γεωργίας τονίζει ὅτι παρίσταται ἀνάγκη νὰ δημιουργηθῇ μία κεντρικὴ ἀσφαλιστικὴ ὀργάνωσις διὰ τοὺς ἀγρότας.	[1362, 106, 1581, 199]
table-row	[398, 538, 575, 549]
column-two	[398, 8, 586, 2316]
list-item: ΣΑΜΠΑΧ	[450, 1440, 523, 1459]
article-text: Ὁ Ἰατρικὸς Σύλλογος Ἀθηνῶν τονίζει ὅτι ἡ παρεχομένη ὑπὸ τοῦ ΙΚΑ ἰατροφαρμακευτικὴ περίθαλψις δὲν εἶναι ἐπαρκὴς καὶ ζητεῖ τὴν ἐλευθέραν ἐπιλογὴν ἰατροῦ.	[1134, 284, 1354, 351]
table-cell: 500	[221, 274, 240, 286]
table-cell: 307	[285, 252, 304, 264]
table-cell	[153, 107, 196, 118]
article-text: Ὁ Ἰατρικὸς Σύλλογος Ἀθηνῶν τονίζει ὅτι ἡ παρεχομένη ὑπὸ τοῦ ΙΚΑ ἰατροφαρμακευτικὴ περίθαλψις δὲν εἶναι ἐπαρκὴς καὶ ζητεῖ τὴν ἐλευθέραν ἐπιλογὴν ἰατροῦ.	[1362, 445, 1581, 511]
column-three	[584, 8, 943, 2316]
article-text: Ἡ δεξιὰ ἀντίδρασις ἐν Δυτικῇ Γερμανίᾳ ἀποτελεῖ σοβαρὸν κίνδυνον καὶ ἡ κυβέρνησις ὀφείλει νὰ λάβῃ μέτρα.	[1134, 1269, 1354, 1323]
table-cell: 180	[285, 187, 304, 199]
table-cell: +0,85	[358, 96, 387, 108]
heading: ΕΛΕΥΘΕΡΑΙ ΑΓΟΡΑΙ ΞΕΝΩΝ ΧΑΡΤΟΝΟΜΙΣΜΑΤΩΝ	[27, 803, 176, 846]
column-rule	[579, 8, 580, 2316]
heading: ΤΑ ΕΛΛΗΝΙΚΑ ΔΑΝΕΙΑ ΕΙΣ ΤΗΝ ΑΓΟΡΑΝ ΛΟΝΔΙΝΟΥ	[10, 583, 193, 612]
table-cell: Δολλάριον Η.Π.Α.	[400, 516, 483, 526]
table-row	[8, 188, 389, 199]
table-cell: 7,855	[511, 615, 537, 625]
heading: ΑΓΟΡΑ ΣΥΝΑΛΛΑΓΜΑΤΟΣ	[14, 720, 189, 735]
article-text: Σήμερον 6 μ.μ. θὰ διεξαχθοῦν αἱ ἐκλογαὶ διὰ τὴν ἀνάδειξιν νέου Δ. Συμβουλίου τοῦ ΣΕΓΑΣ.	[953, 341, 1124, 376]
table-cell: 505	[285, 274, 304, 286]
table-row	[8, 151, 196, 162]
table-cell: 30,15	[547, 516, 573, 526]
article-text: Ἡ ἐπιτροπὴ ἀπεργίας τῶν σπουδαστῶν τῆς Σχολῆς Καλῶν Τεχνῶν ἀνεκοίνωσεν ὅτι ἡ ἀπεργία συνεχίζεται μέχρι τῆς ἱκανοποιήσεως τῶν αἰτημάτων.	[1362, 769, 1581, 835]
article-text: 5 Φεβρουαρίου. Ἀγορὰ Λονδίνου: Φράγκα Ἑλβετικὰ 12,11. Δολλάρια 2,8025. Μάρκα 11,71. Φράγκα Γαλλικὰ 13,75. Λιρέτες 1739. Φιορίνια 10,57.	[8, 736, 195, 801]
continuation: ΣΥΝΕΧΕΙΑ ΕΚ ΤΗΣ 1ΗΣ ΣΕΛΙΔΟΣ	[1150, 1202, 1338, 1214]
heading: ΑΓΩΝΕΣ ΑΝΩΜΑΛΟΥ ΔΡΟΜΟΥ	[979, 440, 1098, 463]
heading: ΕΡΓΑΤΙΚΗ ΚΙΝΗΣΙΣ	[429, 724, 544, 735]
heading: ΔΙΚΗ ΑΓ' ΑΠΟΦΥΓΗΝ ΕΙΣ ΘΕΣΣΑΛΟΝΙΚΗΝ	[953, 1433, 1124, 1459]
heading: ΟΙ ΕΚ ΚΡΗΤΗΣ ΟΜΗΡΟΙ	[1387, 951, 1555, 966]
article-text: Λονδίνον, 5 Φεβρουαρίου. Χαλκὸς 248, Κασσίτερος 795, Μόλυβδος 71, Ψευδάργυρος 88.	[398, 961, 575, 996]
table-cell: Φράγκον Βελγικὸν	[400, 582, 486, 592]
table-cell: +1,00	[358, 274, 387, 286]
table-cell: 173	[132, 95, 151, 107]
article-text: Ὁ Ἰατρικὸς Σύλλογος Ἀθηνῶν τονίζει ὅτι ἡ παρεχομένη ὑπὸ τοῦ ΙΚΑ ἰατροφαρμακευτικὴ περίθαλψις δὲν εἶναι ἐπαρκὴς καὶ ζητεῖ τὴν ἐλευθέραν ἐπιλογὴν ἰατροῦ.	[1134, 352, 1354, 418]
headline: ΑΙ ΑΠΟΖΗΜΙΩΣΕΙΣ ΕΛΛΗΝΩΝ ΟΜΗΡΩΝ ΕΙΣ ΤΗΝ ΓΕΡΜΑΝΙΑΝ	[1151, 846, 1564, 893]
article-text: Ἡ δεξιὰ ἀντίδρασις ἐν Δυτικῇ Γερμανίᾳ ἀποτελεῖ σοβαρὸν κίνδυνον καὶ ἡ κυβέρνησις ὀφείλει νὰ λάβῃ μέτρα.	[1362, 1202, 1581, 1255]
table-cell: Μάρκον Δ. Γερμανίας	[400, 560, 501, 570]
table-cell: 5,735	[511, 593, 537, 603]
ad-intro: Μὲ ἕνα πρόγραμμα μεγάλων βεντετῶν	[414, 1362, 559, 1383]
headline: Η ΠΡΟΣΦΥΓΗ ΤΩΝ ΔΥΟ ΚΥΠΡΙΩΝ ΚΑΤΑ ΤΗΣ ΠΡΟΦΥΛΑΚΙΣΕΩΣ ΤΩΝ	[1147, 522, 1568, 569]
table-cell: 400	[298, 147, 317, 159]
table-cell: 31,30	[511, 527, 537, 537]
table-cell: Ἐθν. Τραπ.	[204, 109, 257, 121]
article-text: Ἡ δεξιὰ ἀντίδρασις ἐν Δυτικῇ Γερμανίᾳ ἀποτελεῖ σοβαρὸν κίνδυνον καὶ ἡ κυβέρνησις ὀφείλει νὰ λάβῃ μέτρα.	[1362, 1399, 1581, 1452]
table-row	[398, 604, 575, 615]
ad-address: Φλέσσα 4 (ΠΛΑΚΑ)	[432, 1336, 541, 1347]
ad-body: Πωλοῦνται εἰς Ἀγίαν Παρασκευὴν καὶ Φιλοθέην μὲ δόσεις. Πληροφορίαι Σόλωνος 15, Τηλέφ. 620.079.	[584, 1398, 764, 1452]
article-text: Σήμερον θὰ ἐκδικασθῇ ὑπὸ τοῦ Συμβουλίου Πλημμελειοδικῶν ἡ προσφυγὴ τῶν δύο Κυπρίων κατὰ τοῦ βουλεύματος περὶ προφυλακίσεώς των.	[1362, 641, 1581, 707]
table-cell: Κτηματ. Τραπ.	[204, 147, 273, 159]
list-item: ΚΑΤΣΑΡΟ	[446, 1543, 527, 1562]
list-item: ΜΠΕΛΚΑΝΤΟ	[432, 1466, 541, 1485]
ad-phone: Τηλέφ. 22.000	[445, 1825, 528, 1836]
table-cell: 2150	[325, 160, 350, 172]
table-cell: 29,85	[511, 516, 537, 526]
table-cell: Πειραϊκὴ	[10, 285, 55, 297]
article-text: Σήμερον θὰ ἐκδικασθῇ ὑπὸ τοῦ Συμβουλίου Πλημμελειοδικῶν ἡ προσφυγὴ τῶν δύο Κυπρίων κατὰ τοῦ βουλεύματος περὶ προφυλακίσεώς των.	[1362, 573, 1581, 640]
